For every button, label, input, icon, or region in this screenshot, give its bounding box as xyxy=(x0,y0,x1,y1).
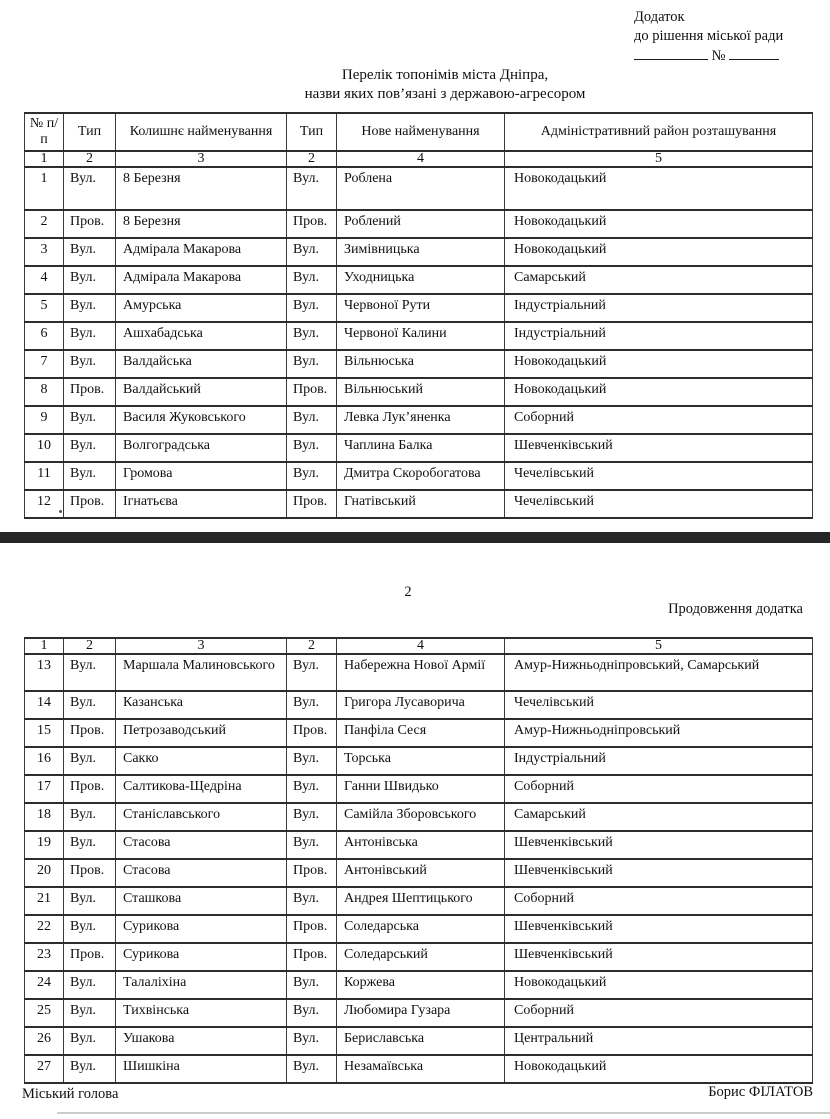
table-row xyxy=(25,1027,813,1055)
cell-district: Новокодацький xyxy=(505,1055,813,1083)
cell-district: Самарський xyxy=(505,803,813,831)
page-separator-bar xyxy=(0,532,830,543)
cell-num: 21 xyxy=(25,887,64,915)
table-row xyxy=(25,803,813,831)
cell-name_new: Червоної Калини xyxy=(337,322,505,350)
col-number-cell: 3 xyxy=(116,638,287,654)
cell-district: Шевченківський xyxy=(505,831,813,859)
header-old-name: Колишнє найменування xyxy=(116,113,287,151)
cell-type_old: Вул. xyxy=(64,1027,116,1055)
cell-district: Шевченківський xyxy=(505,915,813,943)
table-row xyxy=(25,266,813,294)
cell-name_new: Ганни Швидько xyxy=(337,775,505,803)
table-row xyxy=(25,747,813,775)
cell-name_new: Торська xyxy=(337,747,505,775)
cell-type_new: Вул. xyxy=(287,266,337,294)
cell-type_new: Вул. xyxy=(287,322,337,350)
cell-name_new: Антонівський xyxy=(337,859,505,887)
cell-num: 18 xyxy=(25,803,64,831)
scan-speck xyxy=(59,510,62,513)
cell-name_new: Левка Лук’яненка xyxy=(337,406,505,434)
cell-name_old: Сташкова xyxy=(116,887,287,915)
cell-name_old: Ашхабадська xyxy=(116,322,287,350)
cell-name_new: Уходницька xyxy=(337,266,505,294)
cell-district: Індустріальний xyxy=(505,294,813,322)
cell-type_new: Вул. xyxy=(287,238,337,266)
cell-name_old: Салтикова-Щедріна xyxy=(116,775,287,803)
toponyms-table-page2 xyxy=(24,637,813,1084)
cell-district: Шевченківський xyxy=(505,434,813,462)
toponyms-table-page2-wrap xyxy=(24,637,813,1084)
cell-name_old: Василя Жуковського xyxy=(116,406,287,434)
cell-name_old: Тихвінська xyxy=(116,999,287,1027)
cell-num: 17 xyxy=(25,775,64,803)
cell-num: 11 xyxy=(25,462,64,490)
table-row xyxy=(25,322,813,350)
cell-type_old: Вул. xyxy=(64,831,116,859)
cell-num: 8 xyxy=(25,378,64,406)
cell-type_old: Пров. xyxy=(64,210,116,238)
col-number-cell: 2 xyxy=(287,151,337,167)
cell-name_new: Роблений xyxy=(337,210,505,238)
cell-type_old: Вул. xyxy=(64,350,116,378)
annex-line-1: Додаток xyxy=(634,9,685,25)
cell-type_old: Вул. xyxy=(64,654,116,691)
annex-note xyxy=(634,8,783,66)
cell-type_new: Вул. xyxy=(287,887,337,915)
table-row xyxy=(25,831,813,859)
cell-type_new: Пров. xyxy=(287,915,337,943)
cell-num: 3 xyxy=(25,238,64,266)
cell-type_old: Вул. xyxy=(64,406,116,434)
col-number-cell: 1 xyxy=(25,151,64,167)
cell-type_new: Пров. xyxy=(287,378,337,406)
cell-district: Чечелівський xyxy=(505,490,813,518)
cell-name_new: Червоної Рути xyxy=(337,294,505,322)
cell-name_old: Волгоградська xyxy=(116,434,287,462)
cell-type_old: Вул. xyxy=(64,887,116,915)
annex-number-line xyxy=(634,46,783,66)
cell-name_old: Петрозаводський xyxy=(116,719,287,747)
cell-name_old: Адмірала Макарова xyxy=(116,266,287,294)
cell-num: 19 xyxy=(25,831,64,859)
col-number-cell: 4 xyxy=(337,638,505,654)
col-number-cell: 5 xyxy=(505,638,813,654)
cell-type_old: Пров. xyxy=(64,378,116,406)
cell-num: 20 xyxy=(25,859,64,887)
cell-type_old: Вул. xyxy=(64,747,116,775)
table-row xyxy=(25,691,813,719)
blank-line xyxy=(729,46,779,60)
cell-name_new: Зимівницька xyxy=(337,238,505,266)
column-numbers-row xyxy=(25,638,813,654)
table-row xyxy=(25,210,813,238)
cell-type_new: Вул. xyxy=(287,294,337,322)
col-number-cell: 3 xyxy=(116,151,287,167)
cell-type_old: Вул. xyxy=(64,915,116,943)
cell-type_old: Вул. xyxy=(64,1055,116,1083)
cell-type_old: Вул. xyxy=(64,691,116,719)
cell-type_new: Вул. xyxy=(287,462,337,490)
cell-district: Соборний xyxy=(505,887,813,915)
cell-type_old: Вул. xyxy=(64,294,116,322)
table-row xyxy=(25,999,813,1027)
table-row xyxy=(25,167,813,210)
cell-type_new: Пров. xyxy=(287,943,337,971)
cell-type_old: Вул. xyxy=(64,434,116,462)
header-new-name: Нове найменування xyxy=(337,113,505,151)
cell-num: 22 xyxy=(25,915,64,943)
cell-name_new: Коржева xyxy=(337,971,505,999)
cell-district: Соборний xyxy=(505,775,813,803)
cell-name_old: Громова xyxy=(116,462,287,490)
signature-name: Борис ФІЛАТОВ xyxy=(708,1084,813,1100)
cell-name_old: Талаліхіна xyxy=(116,971,287,999)
cell-name_old: Валдайська xyxy=(116,350,287,378)
cell-type_new: Вул. xyxy=(287,691,337,719)
cell-name_old: Казанська xyxy=(116,691,287,719)
blank-line xyxy=(634,46,708,60)
cell-name_old: Сакко xyxy=(116,747,287,775)
cell-district: Центральний xyxy=(505,1027,813,1055)
cell-type_new: Пров. xyxy=(287,490,337,518)
table-row xyxy=(25,294,813,322)
table-row xyxy=(25,859,813,887)
cell-num: 7 xyxy=(25,350,64,378)
cell-type_new: Вул. xyxy=(287,434,337,462)
cell-type_old: Вул. xyxy=(64,462,116,490)
cell-name_new: Незамаївська xyxy=(337,1055,505,1083)
cell-district: Новокодацький xyxy=(505,238,813,266)
cell-name_new: Чаплина Балка xyxy=(337,434,505,462)
cell-name_new: Соледарська xyxy=(337,915,505,943)
cell-type_old: Вул. xyxy=(64,803,116,831)
cell-district: Шевченківський xyxy=(505,943,813,971)
cell-num: 1 xyxy=(25,167,64,210)
cell-name_old: Маршала Малиновського xyxy=(116,654,287,691)
header-district: Адміністративний район розташування xyxy=(505,113,813,151)
cell-district: Амур-Нижньодніпровський, Самарський xyxy=(505,654,813,691)
table-row xyxy=(25,462,813,490)
cell-type_old: Пров. xyxy=(64,719,116,747)
toponyms-table-page1 xyxy=(24,112,813,519)
cell-type_new: Вул. xyxy=(287,775,337,803)
cell-num: 5 xyxy=(25,294,64,322)
cell-type_old: Пров. xyxy=(64,775,116,803)
table-row xyxy=(25,775,813,803)
continuation-label: Продовження додатка xyxy=(668,601,803,617)
cell-type_new: Вул. xyxy=(287,803,337,831)
col-number-cell: 4 xyxy=(337,151,505,167)
cell-name_old: Стасова xyxy=(116,859,287,887)
cell-name_old: Амурська xyxy=(116,294,287,322)
toponyms-table-page1-wrap xyxy=(24,112,813,519)
cell-name_old: Станіславського xyxy=(116,803,287,831)
cell-district: Амур-Нижньодніпровський xyxy=(505,719,813,747)
header-num: № п/п xyxy=(25,113,64,151)
cell-district: Новокодацький xyxy=(505,378,813,406)
table-row xyxy=(25,719,813,747)
cell-name_new: Соледарський xyxy=(337,943,505,971)
cell-name_old: Сурикова xyxy=(116,943,287,971)
title-line-2: назви яких пов’язані з державою-агресором xyxy=(304,86,586,102)
page-number: 2 xyxy=(404,584,412,600)
cell-name_old: 8 Березня xyxy=(116,167,287,210)
header-new-type: Тип xyxy=(287,113,337,151)
cell-name_new: Самійла Зборовського xyxy=(337,803,505,831)
cell-type_old: Вул. xyxy=(64,322,116,350)
cell-type_old: Вул. xyxy=(64,167,116,210)
cell-district: Новокодацький xyxy=(505,350,813,378)
cell-district: Соборний xyxy=(505,406,813,434)
cell-type_new: Вул. xyxy=(287,971,337,999)
cell-name_new: Любомира Гузара xyxy=(337,999,505,1027)
col-number-cell: 5 xyxy=(505,151,813,167)
cell-num: 13 xyxy=(25,654,64,691)
cell-district: Новокодацький xyxy=(505,210,813,238)
table-row xyxy=(25,654,813,691)
scan-edge-line xyxy=(57,1112,830,1114)
cell-name_new: Вільнюська xyxy=(337,350,505,378)
col-number-cell: 1 xyxy=(25,638,64,654)
cell-num: 6 xyxy=(25,322,64,350)
cell-name_old: Сурикова xyxy=(116,915,287,943)
cell-name_new: Андрея Шептицького xyxy=(337,887,505,915)
header-old-type: Тип xyxy=(64,113,116,151)
cell-name_new: Гнатівський xyxy=(337,490,505,518)
cell-name_old: Стасова xyxy=(116,831,287,859)
cell-name_new: Роблена xyxy=(337,167,505,210)
table-row xyxy=(25,1055,813,1083)
table-body-page2 xyxy=(25,654,813,1083)
cell-num: 15 xyxy=(25,719,64,747)
col-number-cell: 2 xyxy=(64,638,116,654)
cell-type_old: Пров. xyxy=(64,943,116,971)
cell-name_new: Антонівська xyxy=(337,831,505,859)
table-row xyxy=(25,406,813,434)
table-row xyxy=(25,350,813,378)
cell-num: 12 xyxy=(25,490,64,518)
table-row xyxy=(25,915,813,943)
cell-name_new: Дмитра Скоробогатова xyxy=(337,462,505,490)
cell-name_new: Набережна Нової Армії xyxy=(337,654,505,691)
cell-district: Новокодацький xyxy=(505,167,813,210)
cell-district: Чечелівський xyxy=(505,462,813,490)
cell-name_new: Бериславська xyxy=(337,1027,505,1055)
number-sign: № xyxy=(711,48,726,64)
cell-district: Індустріальний xyxy=(505,322,813,350)
cell-type_new: Пров. xyxy=(287,859,337,887)
cell-type_old: Вул. xyxy=(64,999,116,1027)
cell-num: 4 xyxy=(25,266,64,294)
cell-num: 24 xyxy=(25,971,64,999)
cell-type_old: Пров. xyxy=(64,490,116,518)
cell-type_old: Вул. xyxy=(64,238,116,266)
cell-district: Новокодацький xyxy=(505,971,813,999)
cell-name_new: Григора Лусаворича xyxy=(337,691,505,719)
table-row xyxy=(25,238,813,266)
cell-num: 9 xyxy=(25,406,64,434)
header-row xyxy=(25,113,813,151)
cell-num: 26 xyxy=(25,1027,64,1055)
cell-type_new: Вул. xyxy=(287,406,337,434)
cell-type_old: Вул. xyxy=(64,971,116,999)
cell-type_old: Пров. xyxy=(64,859,116,887)
table-row xyxy=(25,971,813,999)
table-row xyxy=(25,490,813,518)
table-body-page1 xyxy=(25,167,813,518)
cell-num: 14 xyxy=(25,691,64,719)
cell-type_new: Пров. xyxy=(287,719,337,747)
table-row xyxy=(25,378,813,406)
cell-name_old: Шишкіна xyxy=(116,1055,287,1083)
cell-type_new: Пров. xyxy=(287,210,337,238)
annex-line-2: до рішення міської ради xyxy=(634,28,784,44)
cell-district: Соборний xyxy=(505,999,813,1027)
cell-num: 25 xyxy=(25,999,64,1027)
cell-name_old: Адмірала Макарова xyxy=(116,238,287,266)
cell-type_new: Вул. xyxy=(287,654,337,691)
cell-name_new: Вільнюський xyxy=(337,378,505,406)
cell-type_new: Вул. xyxy=(287,831,337,859)
table-row xyxy=(25,943,813,971)
table-row xyxy=(25,434,813,462)
signature-position: Міський голова xyxy=(22,1086,119,1102)
cell-type_new: Вул. xyxy=(287,1055,337,1083)
cell-district: Самарський xyxy=(505,266,813,294)
cell-name_old: Валдайський xyxy=(116,378,287,406)
col-number-cell: 2 xyxy=(287,638,337,654)
cell-district: Індустріальний xyxy=(505,747,813,775)
column-numbers-row xyxy=(25,151,813,167)
cell-name_old: Ушакова xyxy=(116,1027,287,1055)
cell-type_new: Вул. xyxy=(287,350,337,378)
cell-num: 27 xyxy=(25,1055,64,1083)
cell-num: 16 xyxy=(25,747,64,775)
cell-num: 23 xyxy=(25,943,64,971)
cell-name_old: Ігнатьєва xyxy=(116,490,287,518)
cell-name_new: Панфіла Сеся xyxy=(337,719,505,747)
cell-district: Шевченківський xyxy=(505,859,813,887)
cell-type_new: Вул. xyxy=(287,1027,337,1055)
cell-num: 10 xyxy=(25,434,64,462)
cell-num: 2 xyxy=(25,210,64,238)
cell-type_new: Вул. xyxy=(287,167,337,210)
cell-type_old: Вул. xyxy=(64,266,116,294)
title-line-1: Перелік топонімів міста Дніпра, xyxy=(341,67,549,83)
cell-name_old: 8 Березня xyxy=(116,210,287,238)
table-row xyxy=(25,887,813,915)
col-number-cell: 2 xyxy=(64,151,116,167)
cell-type_new: Вул. xyxy=(287,999,337,1027)
cell-type_new: Вул. xyxy=(287,747,337,775)
document-title xyxy=(60,66,830,104)
cell-district: Чечелівський xyxy=(505,691,813,719)
